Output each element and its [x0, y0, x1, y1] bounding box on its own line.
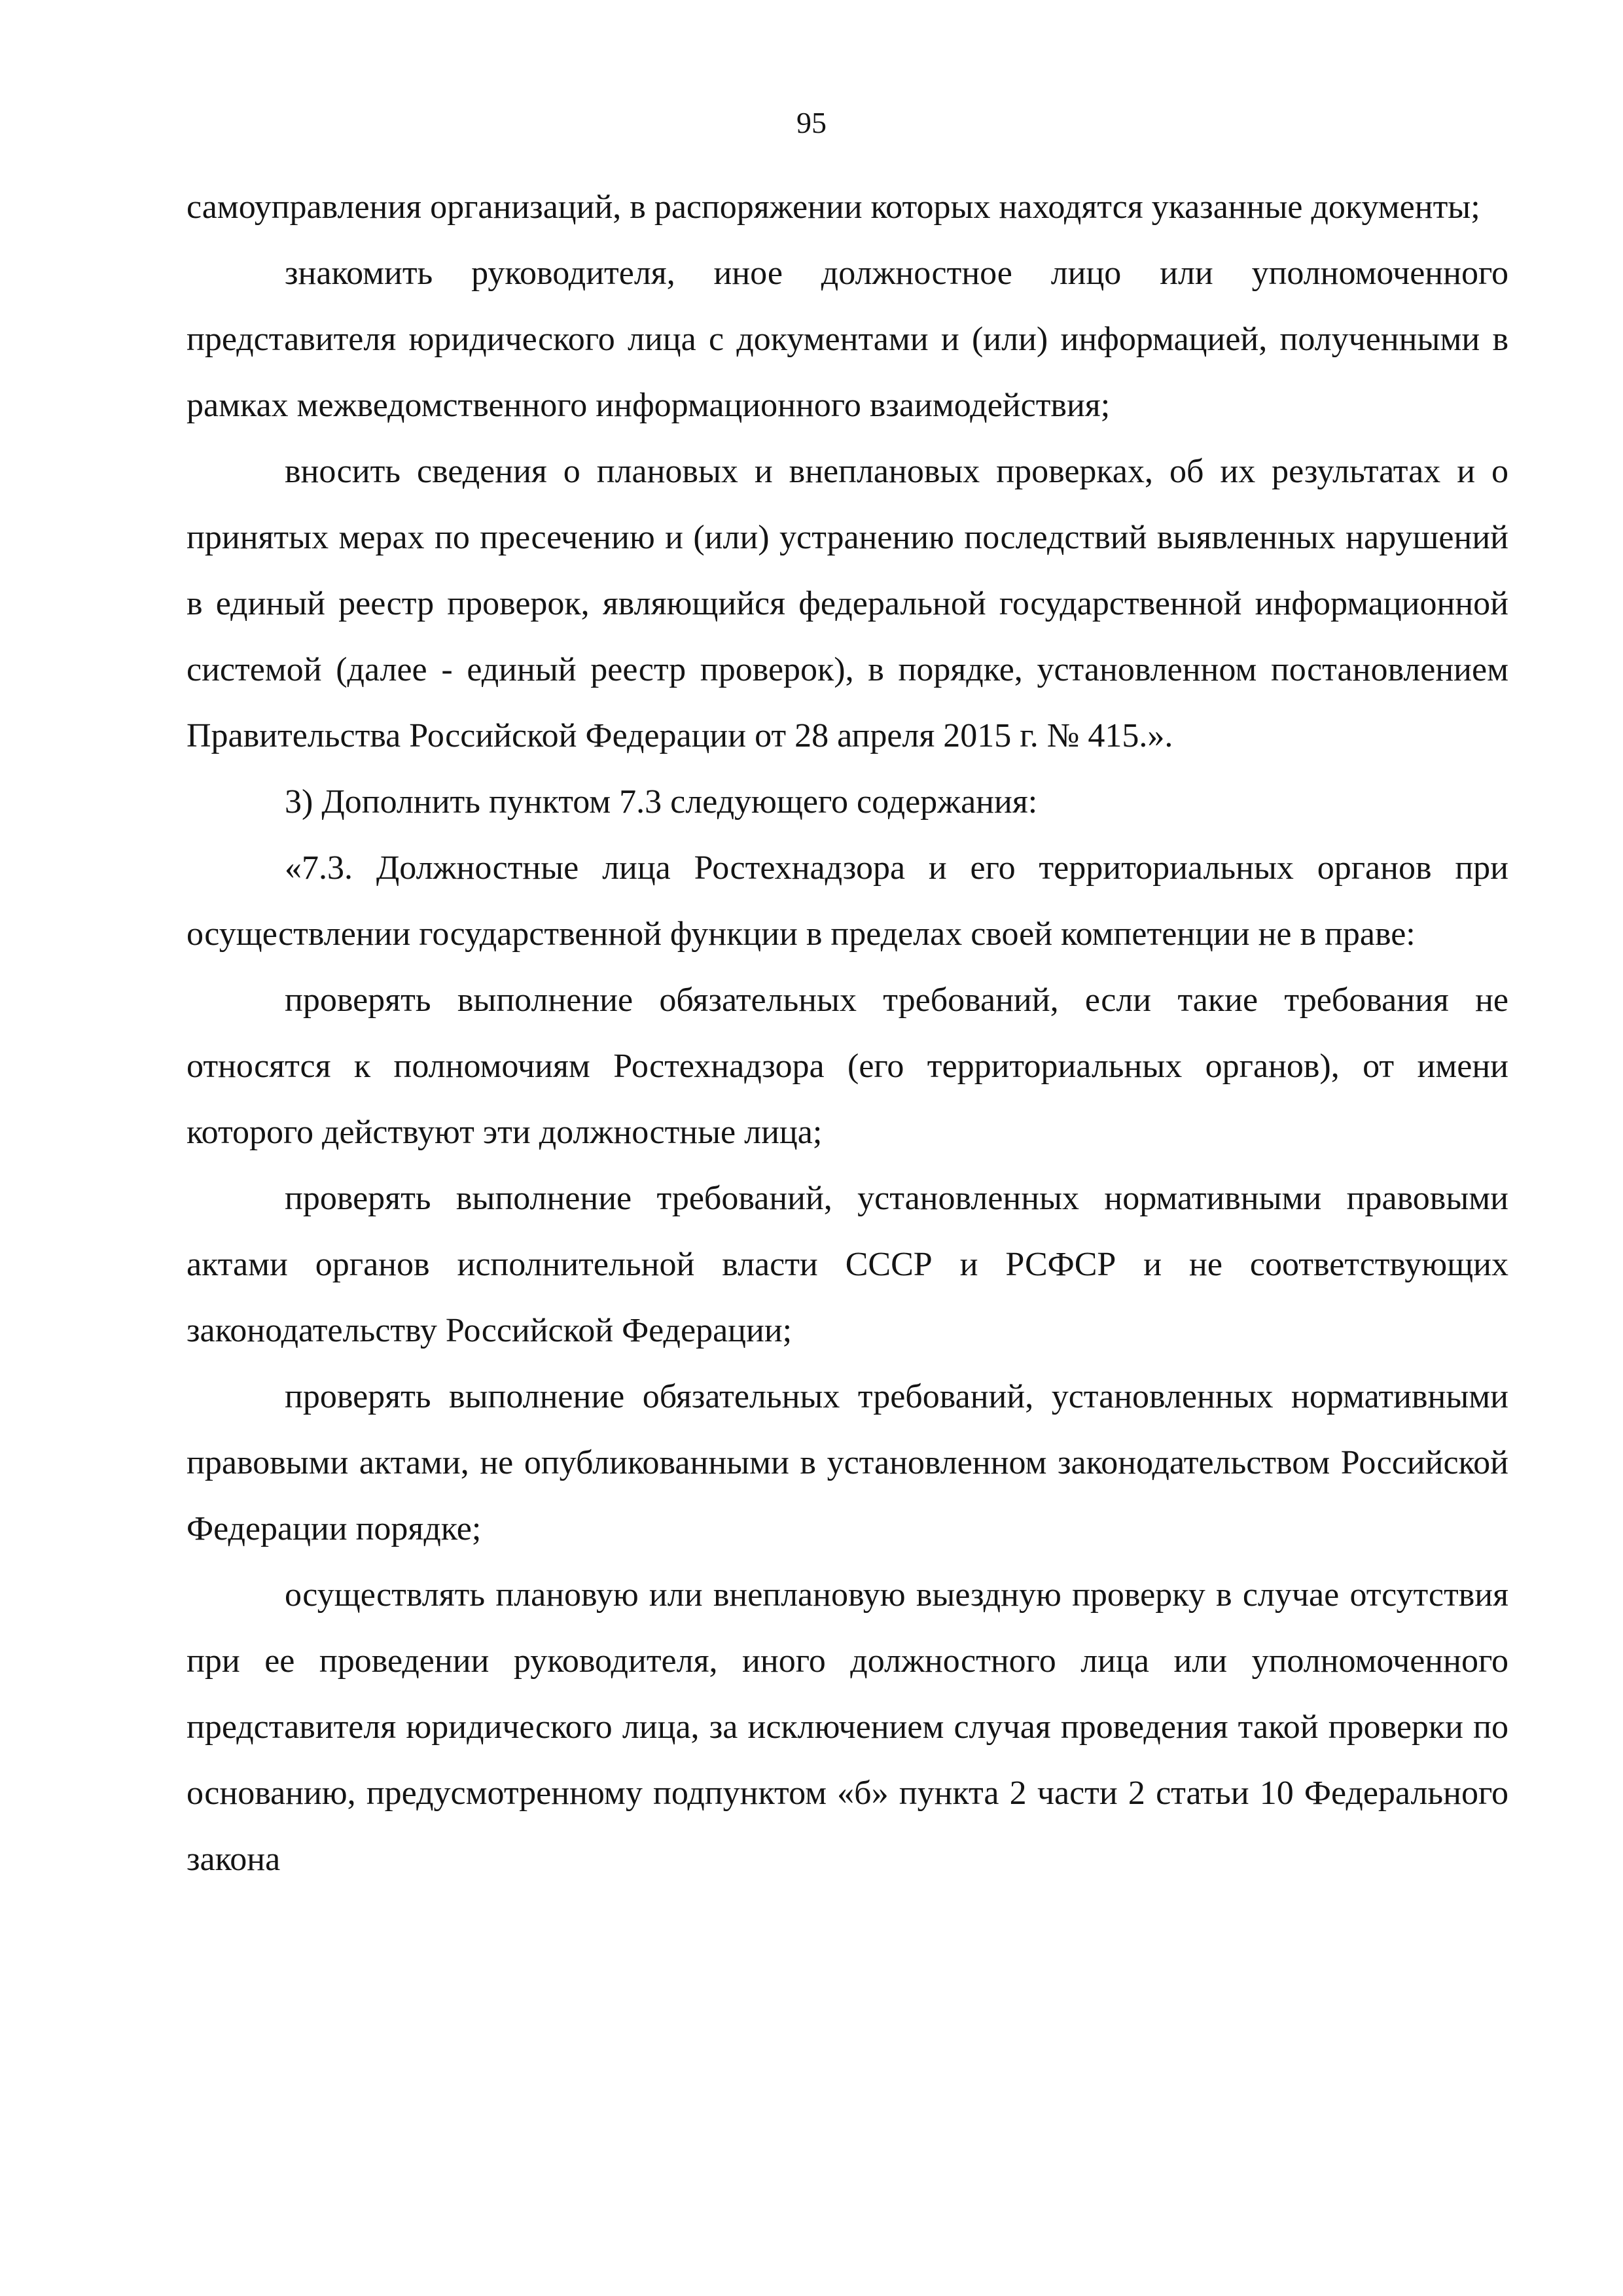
page-body	[187, 174, 1508, 1892]
paragraph: проверять выполнение требований, установленных нормативными правовыми актами органов исполнительной власти СССР и РСФСР и не соответствующих законодательству Российской Федерации;	[187, 1180, 1508, 1349]
paragraph: 3) Дополнить пунктом 7.3 следующего содержания:	[285, 783, 1038, 821]
paragraph: проверять выполнение обязательных требований, установленных нормативными правовыми актами, не опубликованными в установленном законодательством Российской Федерации порядке;	[187, 1378, 1508, 1547]
paragraph: знакомить руководителя, иное должностное лицо или уполномоченного представителя юридического лица с документами и (или) информацией, полученными в рамках межведомственного информационного взаимодействия;	[187, 255, 1508, 424]
page-number: 95	[796, 106, 827, 139]
paragraph: вносить сведения о плановых и внеплановых проверках, об их результатах и о принятых мерах по пресечению и (или) устранению последствий выявленных нарушений в единый реестр проверок, являющийся федеральной государственной информационной системой (далее - единый реестр проверок), в порядке, установленном постановлением Правительства Российской Федерации от 28 апреля 2015 г. № 415.».	[187, 453, 1508, 754]
paragraph: осуществлять плановую или внеплановую выездную проверку в случае отсутствия при ее проведении руководителя, иного должностного лица или уполномоченного представителя юридического лица, за исключением случая проведения такой проверки по основанию, предусмотренному подпунктом «б» пункта 2 части 2 статьи 10 Федерального закона	[187, 1576, 1508, 1878]
paragraph: самоуправления организаций, в распоряжении которых находятся указанные документы;	[187, 188, 1480, 226]
paragraph: проверять выполнение обязательных требований, если такие требования не относятся к полномочиям Ростехнадзора (его территориальных органов), от имени которого действуют эти должностные лица;	[187, 981, 1508, 1151]
paragraph: «7.3. Должностные лица Ростехнадзора и его территориальных органов при осуществлении государственной функции в пределах своей компетенции не в праве:	[187, 849, 1508, 953]
